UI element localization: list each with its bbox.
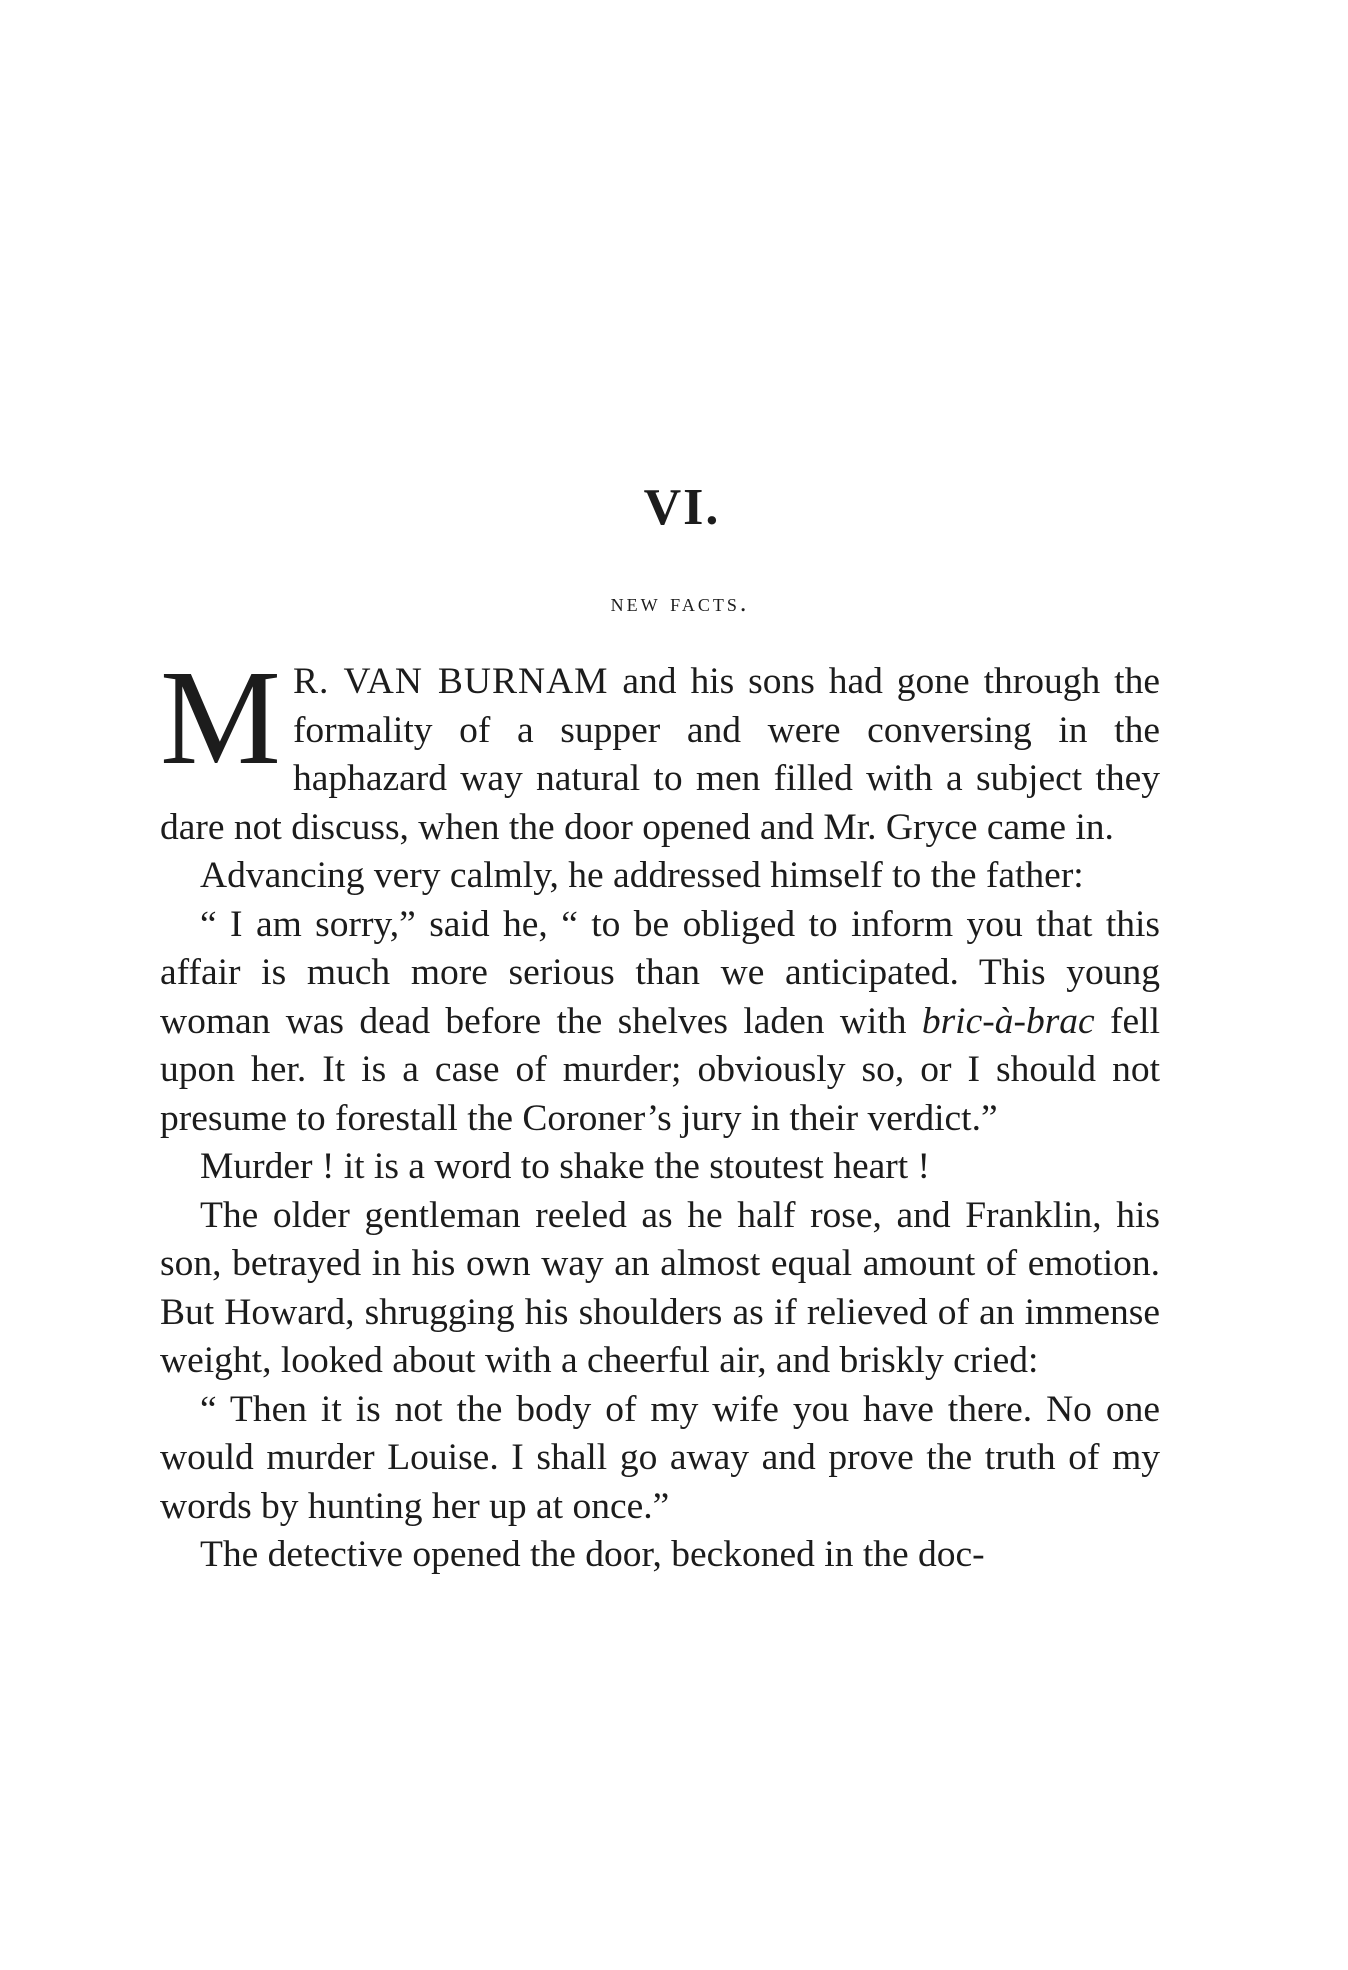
paragraph-3-part-a: “ I am sorry,” said he, “ to be obliged to inform you that this affair is much more serious than we anticipated. This young woman was dead before the shelves laden with [160,903,1160,1042]
paragraph-3 [160,901,1160,1144]
paragraph-2: Advancing very calmly, he addressed himself to the father: [200,855,1084,896]
chapter-number: VI. [643,479,721,536]
paragraph-1 [160,643,1160,852]
drop-cap: M [160,643,281,793]
paragraph-3-italic: bric-à-brac [921,1000,1095,1042]
paragraph-7: The detective opened the door, beckoned in the doc- [200,1534,985,1575]
chapter-title: new facts. [610,588,750,617]
chapter-body [160,643,1160,1580]
paragraph-1-text: and his sons had gone through the formality of a supper and were conversing in the haphazard way natural to men filled with a subject they dare not discuss, when the door opened and Mr. Gryce came in. [160,661,1160,848]
paragraph-3-part-b: fell upon her. It is a case of murder; obviously so, or I should not presume to forestall the Coroner’s jury in their verdict.” [160,1000,1160,1139]
paragraph-4: Murder ! it is a word to shake the stoutest heart ! [200,1146,931,1187]
paragraph-1-lead: R. VAN BURNAM [292,661,609,702]
paragraph-6: “ Then it is not the body of my wife you have there. No one would murder Louise. I shall go away and prove the truth of my words by hunting her up at once.” [160,1388,1160,1527]
paragraph-5: The older gentleman reeled as he half rose, and Franklin, his son, betrayed in his own way an almost equal amount of emotion. But Howard, shrugging his shoulders as if relieved of an immense weight, looked about with a cheerful air, and briskly cried: [160,1194,1160,1381]
